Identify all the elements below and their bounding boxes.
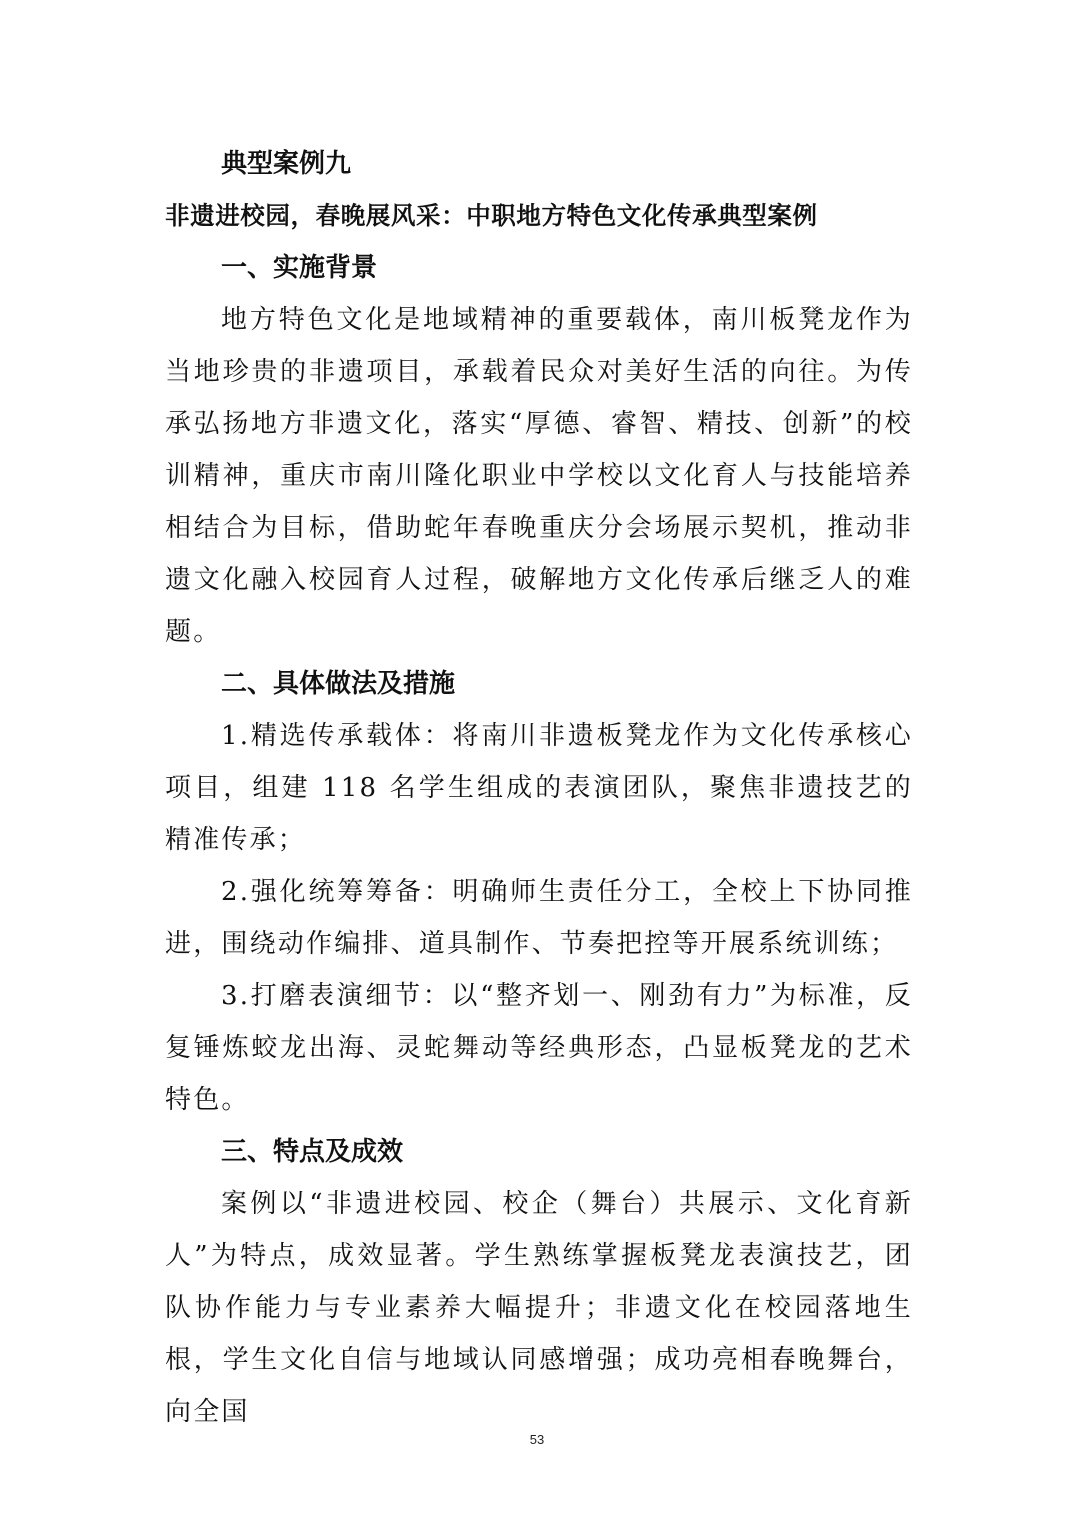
measure-item-3: 3.打磨表演细节：以“整齐划一、刚劲有力”为标准，反复锤炼蛟龙出海、灵蛇舞动等经典形态，凸显板凳龙的艺术特色。 bbox=[165, 981, 913, 1115]
measure-item-2: 2.强化统筹筹备：明确师生责任分工，全校上下协同推进，围绕动作编排、道具制作、节奏把控等开展系统训练； bbox=[165, 877, 913, 959]
section-heading-measures: 二、具体做法及措施 bbox=[221, 669, 456, 699]
background-paragraph: 地方特色文化是地域精神的重要载体，南川板凳龙作为当地珍贵的非遗项目，承载着民众对美好生活的向往。为传承弘扬地方非遗文化，落实“厚德、睿智、精技、创新”的校训精神，重庆市南川隆化职业中学校以文化育人与技能培养相结合为目标，借助蛇年春晚重庆分会场展示契机，推动非遗文化融入校园育人过程，破解地方文化传承后继乏人的难题。 bbox=[165, 305, 913, 647]
page-number: 53 bbox=[529, 1432, 545, 1447]
section-heading-results: 三、特点及成效 bbox=[221, 1137, 404, 1167]
results-paragraph: 案例以“非遗进校园、校企（舞台）共展示、文化育新人”为特点，成效显著。学生熟练掌握板凳龙表演技艺，团队协作能力与专业素养大幅提升；非遗文化在校园落地生根，学生文化自信与地域认同感增强；成功亮相春晚舞台，向全国 bbox=[165, 1189, 913, 1427]
document-page bbox=[165, 138, 913, 1438]
case-label: 典型案例九 bbox=[221, 149, 352, 179]
measure-item-1: 1.精选传承载体：将南川非遗板凳龙作为文化传承核心项目，组建 118 名学生组成的表演团队，聚焦非遗技艺的精准传承； bbox=[165, 721, 913, 855]
document-title: 非遗进校园，春晚展风采：中职地方特色文化传承典型案例 bbox=[165, 201, 818, 230]
section-heading-background: 一、实施背景 bbox=[221, 253, 378, 283]
